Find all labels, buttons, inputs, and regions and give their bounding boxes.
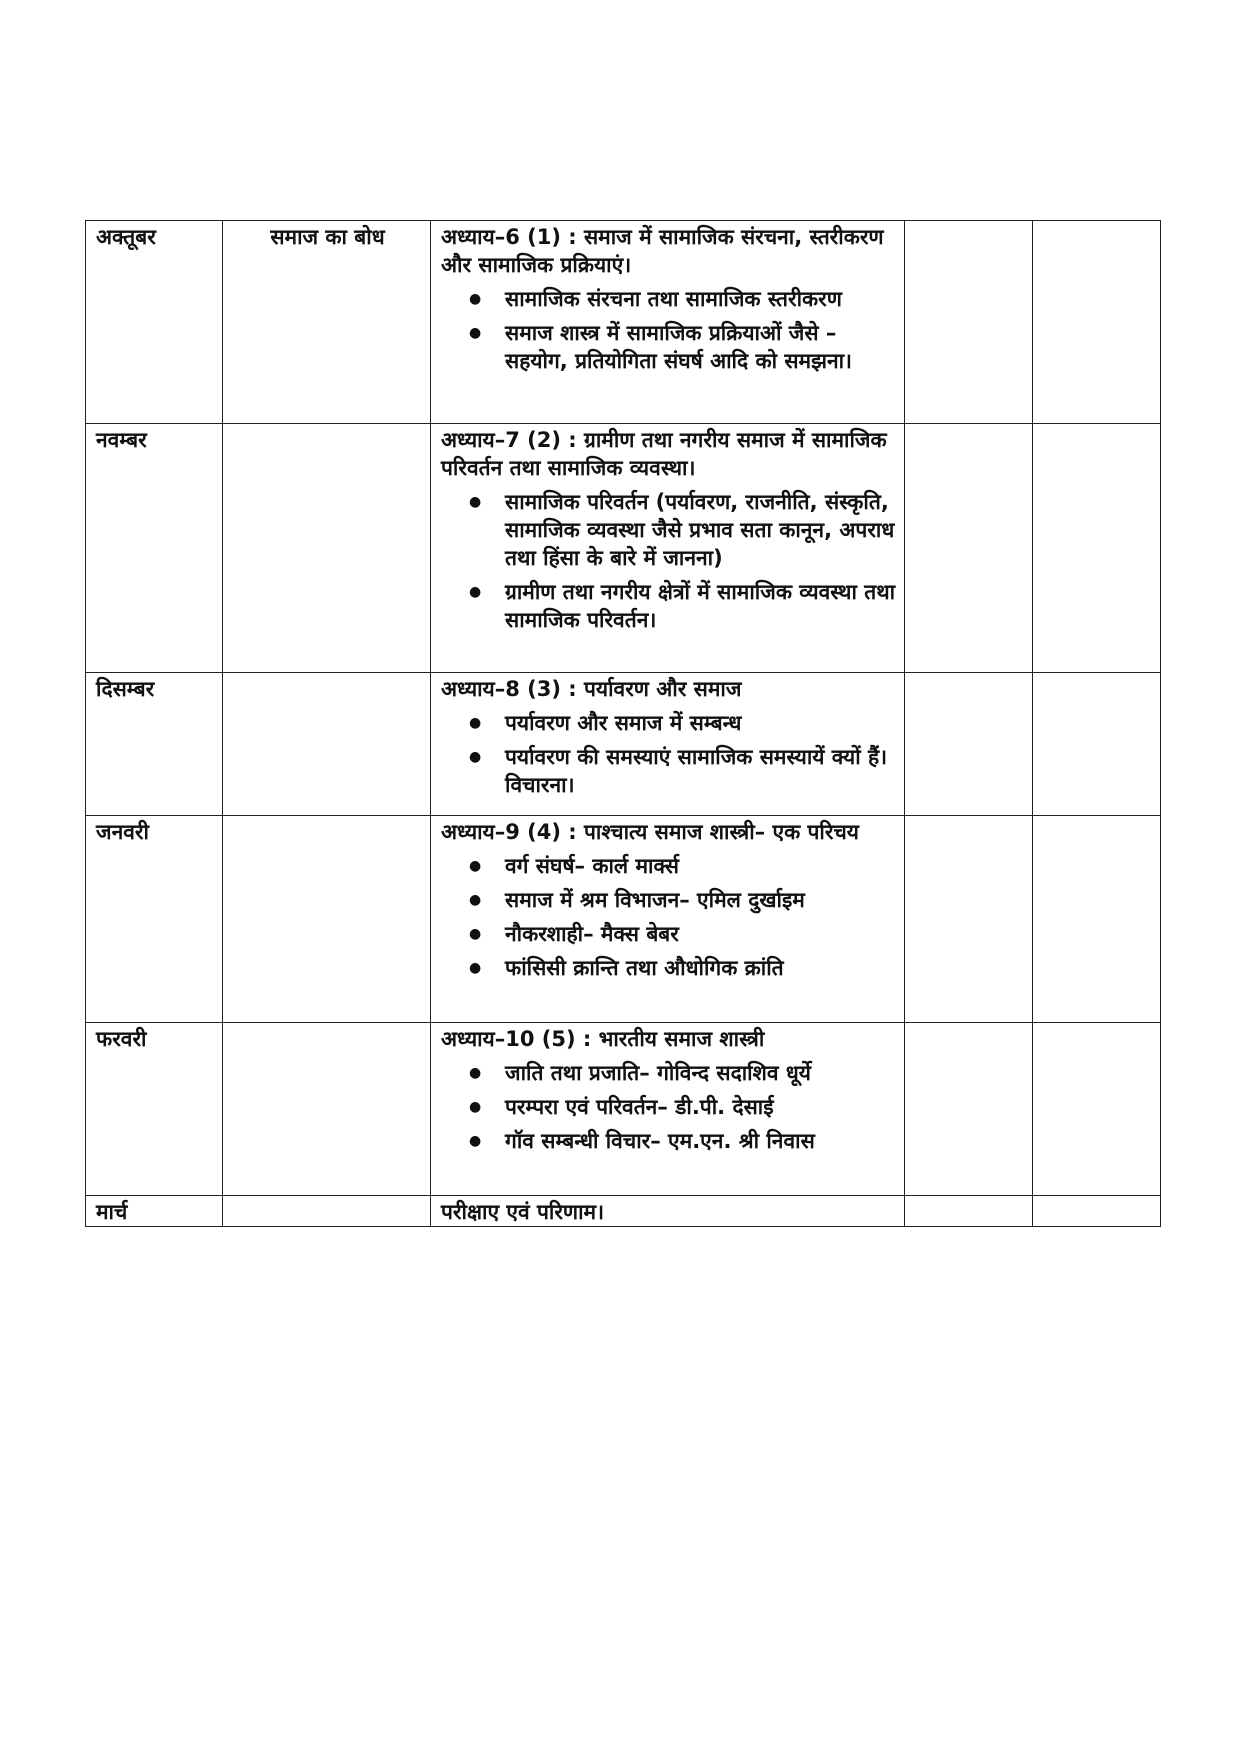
list-item: ● ग्रामीण तथा नगरीय क्षेत्रों में सामाजिक व्यवस्था तथा सामाजिक परिवर्तन। [505,578,896,634]
topic-cell [223,424,431,673]
month-cell: फरवरी [86,1023,223,1196]
content-cell [431,1196,905,1227]
month-cell: मार्च [86,1196,223,1227]
month-cell: जनवरी [86,816,223,1023]
table-row-january [86,816,1161,1023]
list-item: ● पर्यावरण और समाज में सम्बन्ध [505,709,896,737]
empty-cell [1033,1023,1161,1196]
empty-cell [1033,221,1161,424]
content-cell [431,424,905,673]
chapter-heading: अध्याय–10 (5) : भारतीय समाज शास्त्री [441,1027,765,1051]
chapter-heading: अध्याय–8 (3) : पर्यावरण और समाज [441,677,742,701]
table-row-march [86,1196,1161,1227]
empty-cell [1033,816,1161,1023]
empty-cell [1033,673,1161,816]
month-cell: नवम्बर [86,424,223,673]
empty-cell [905,221,1033,424]
empty-cell [905,424,1033,673]
content-cell [431,673,905,816]
table-row-november [86,424,1161,673]
list-item: ● सामाजिक संरचना तथा सामाजिक स्तरीकरण [505,285,896,313]
list-item: ● पर्यावरण की समस्याएं सामाजिक समस्यायें क्यों हैं। विचारना। [505,743,896,799]
list-item: ● वर्ग संघर्ष– कार्ल मार्क्स [505,852,896,880]
list-item: ● समाज शास्त्र में सामाजिक प्रक्रियाओं जैसे – सहयोग, प्रतियोगिता संघर्ष आदि को समझना। [505,319,896,375]
topic-cell [223,673,431,816]
list-item: ● फांसिसी क्रान्ति तथा औधोगिक क्रांति [505,954,896,982]
topic-cell [223,1196,431,1227]
content-cell [431,816,905,1023]
empty-cell [905,1023,1033,1196]
chapter-heading: अध्याय–9 (4) : पाश्चात्य समाज शास्त्री– एक परिचय [441,820,859,844]
syllabus-table [85,220,1161,1227]
topic-cell: समाज का बोध [223,221,431,424]
table-row-october [86,221,1161,424]
table-row-february [86,1023,1161,1196]
point-list [441,285,896,375]
point-list [441,709,896,799]
list-item: ● सामाजिक परिवर्तन (पर्यावरण, राजनीति, संस्कृति, सामाजिक व्यवस्था जैसे प्रभाव सता कानून, अपराध तथा हिंसा के बारे में जानना) [505,488,896,572]
month-cell: अक्तूबर [86,221,223,424]
list-item: ● जाति तथा प्रजाति– गोविन्द सदाशिव धूर्ये [505,1059,896,1087]
empty-cell [905,1196,1033,1227]
topic-cell [223,816,431,1023]
month-cell: दिसम्बर [86,673,223,816]
chapter-heading: अध्याय–6 (1) : समाज में सामाजिक संरचना, स्तरीकरण और सामाजिक प्रक्रियाएं। [441,225,884,277]
chapter-heading: परीक्षाए एवं परिणाम। [441,1200,605,1224]
table-row-december [86,673,1161,816]
point-list [441,488,896,634]
empty-cell [1033,424,1161,673]
topic-cell [223,1023,431,1196]
content-cell [431,221,905,424]
list-item: ● नौकरशाही– मैक्स बेबर [505,920,896,948]
list-item: ● समाज में श्रम विभाजन– एमिल दुर्खाइम [505,886,896,914]
point-list [441,1059,896,1155]
content-cell [431,1023,905,1196]
list-item: ● गॉव सम्बन्धी विचार– एम.एन. श्री निवास [505,1127,896,1155]
list-item: ● परम्परा एवं परिवर्तन– डी.पी. देसाई [505,1093,896,1121]
empty-cell [1033,1196,1161,1227]
chapter-heading: अध्याय–7 (2) : ग्रामीण तथा नगरीय समाज में सामाजिक परिवर्तन तथा सामाजिक व्यवस्था। [441,428,887,480]
empty-cell [905,816,1033,1023]
empty-cell [905,673,1033,816]
point-list [441,852,896,982]
